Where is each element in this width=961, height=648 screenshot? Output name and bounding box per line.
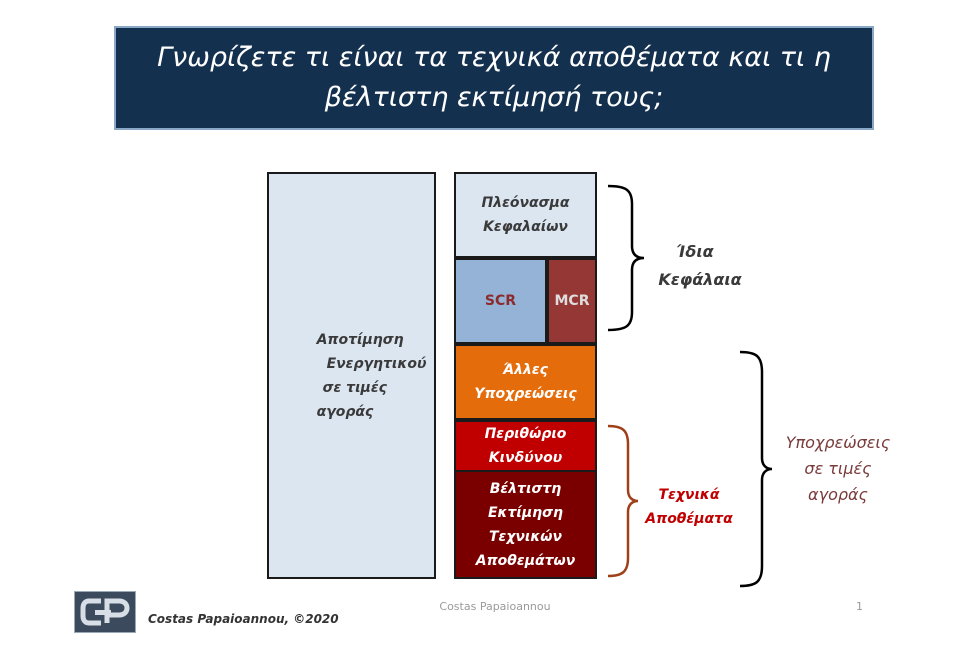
technical-provisions-line: Τεχνικά	[658, 487, 720, 503]
assets-block	[267, 172, 436, 579]
mcr-block	[547, 258, 597, 344]
cp-logo-icon	[74, 591, 136, 633]
liabilities-market-line: αγοράς	[808, 485, 868, 504]
liabilities-market-line: σε τιμές	[804, 459, 872, 478]
title-banner	[114, 26, 874, 130]
equity-line: Ίδια	[676, 242, 714, 261]
surplus-line: Πλεόνασμα	[481, 195, 570, 211]
assets-line: αγοράς	[316, 403, 374, 420]
equity-line: Κεφάλαια	[658, 270, 742, 289]
liabilities-market-label	[768, 430, 908, 508]
best-estimate-line: Τεχνικών	[488, 528, 562, 545]
best-estimate-line: Αποθεμάτων	[475, 552, 576, 569]
technical-provisions-line: Αποθέματα	[645, 511, 733, 527]
risk-margin-line: Κινδύνου	[488, 450, 563, 466]
page-number: 1	[856, 600, 863, 613]
assets-line: Ενεργητικού	[326, 355, 427, 372]
footer-author-name: Costas Papaioannou	[439, 600, 551, 613]
risk-margin-line: Περιθώριο	[484, 426, 567, 442]
other-liabilities-line: Άλλες	[503, 362, 548, 378]
other-liabilities-block	[454, 344, 597, 420]
mcr-label: MCR	[554, 293, 590, 309]
equity-label	[640, 238, 760, 294]
scr-label: SCR	[484, 293, 517, 309]
title-line-1: Γνωρίζετε τι είναι τα τεχνικά αποθέματα και τι η	[157, 42, 831, 73]
best-estimate-block	[454, 470, 597, 579]
assets-line: Αποτίμηση	[316, 331, 404, 348]
scr-block	[454, 258, 547, 344]
liabilities-market-line: Υποχρεώσεις	[785, 433, 891, 452]
best-estimate-line: Βέλτιστη	[489, 480, 562, 497]
risk-margin-block	[454, 420, 597, 472]
surplus-line: Κεφαλαίων	[483, 219, 568, 235]
title-line-2: βέλτιστη εκτίμησή τους;	[324, 82, 664, 113]
technical-provisions-label	[634, 483, 744, 531]
author-credit: Costas Papaioannou, ©2020	[148, 612, 339, 626]
assets-label	[277, 328, 427, 424]
other-liabilities-line: Υποχρεώσεις	[474, 386, 577, 402]
surplus-capital-block	[454, 172, 597, 258]
cp-logo-glyph-icon	[75, 592, 135, 632]
assets-line: σε τιμές	[322, 379, 387, 396]
best-estimate-line: Εκτίμηση	[487, 504, 564, 521]
